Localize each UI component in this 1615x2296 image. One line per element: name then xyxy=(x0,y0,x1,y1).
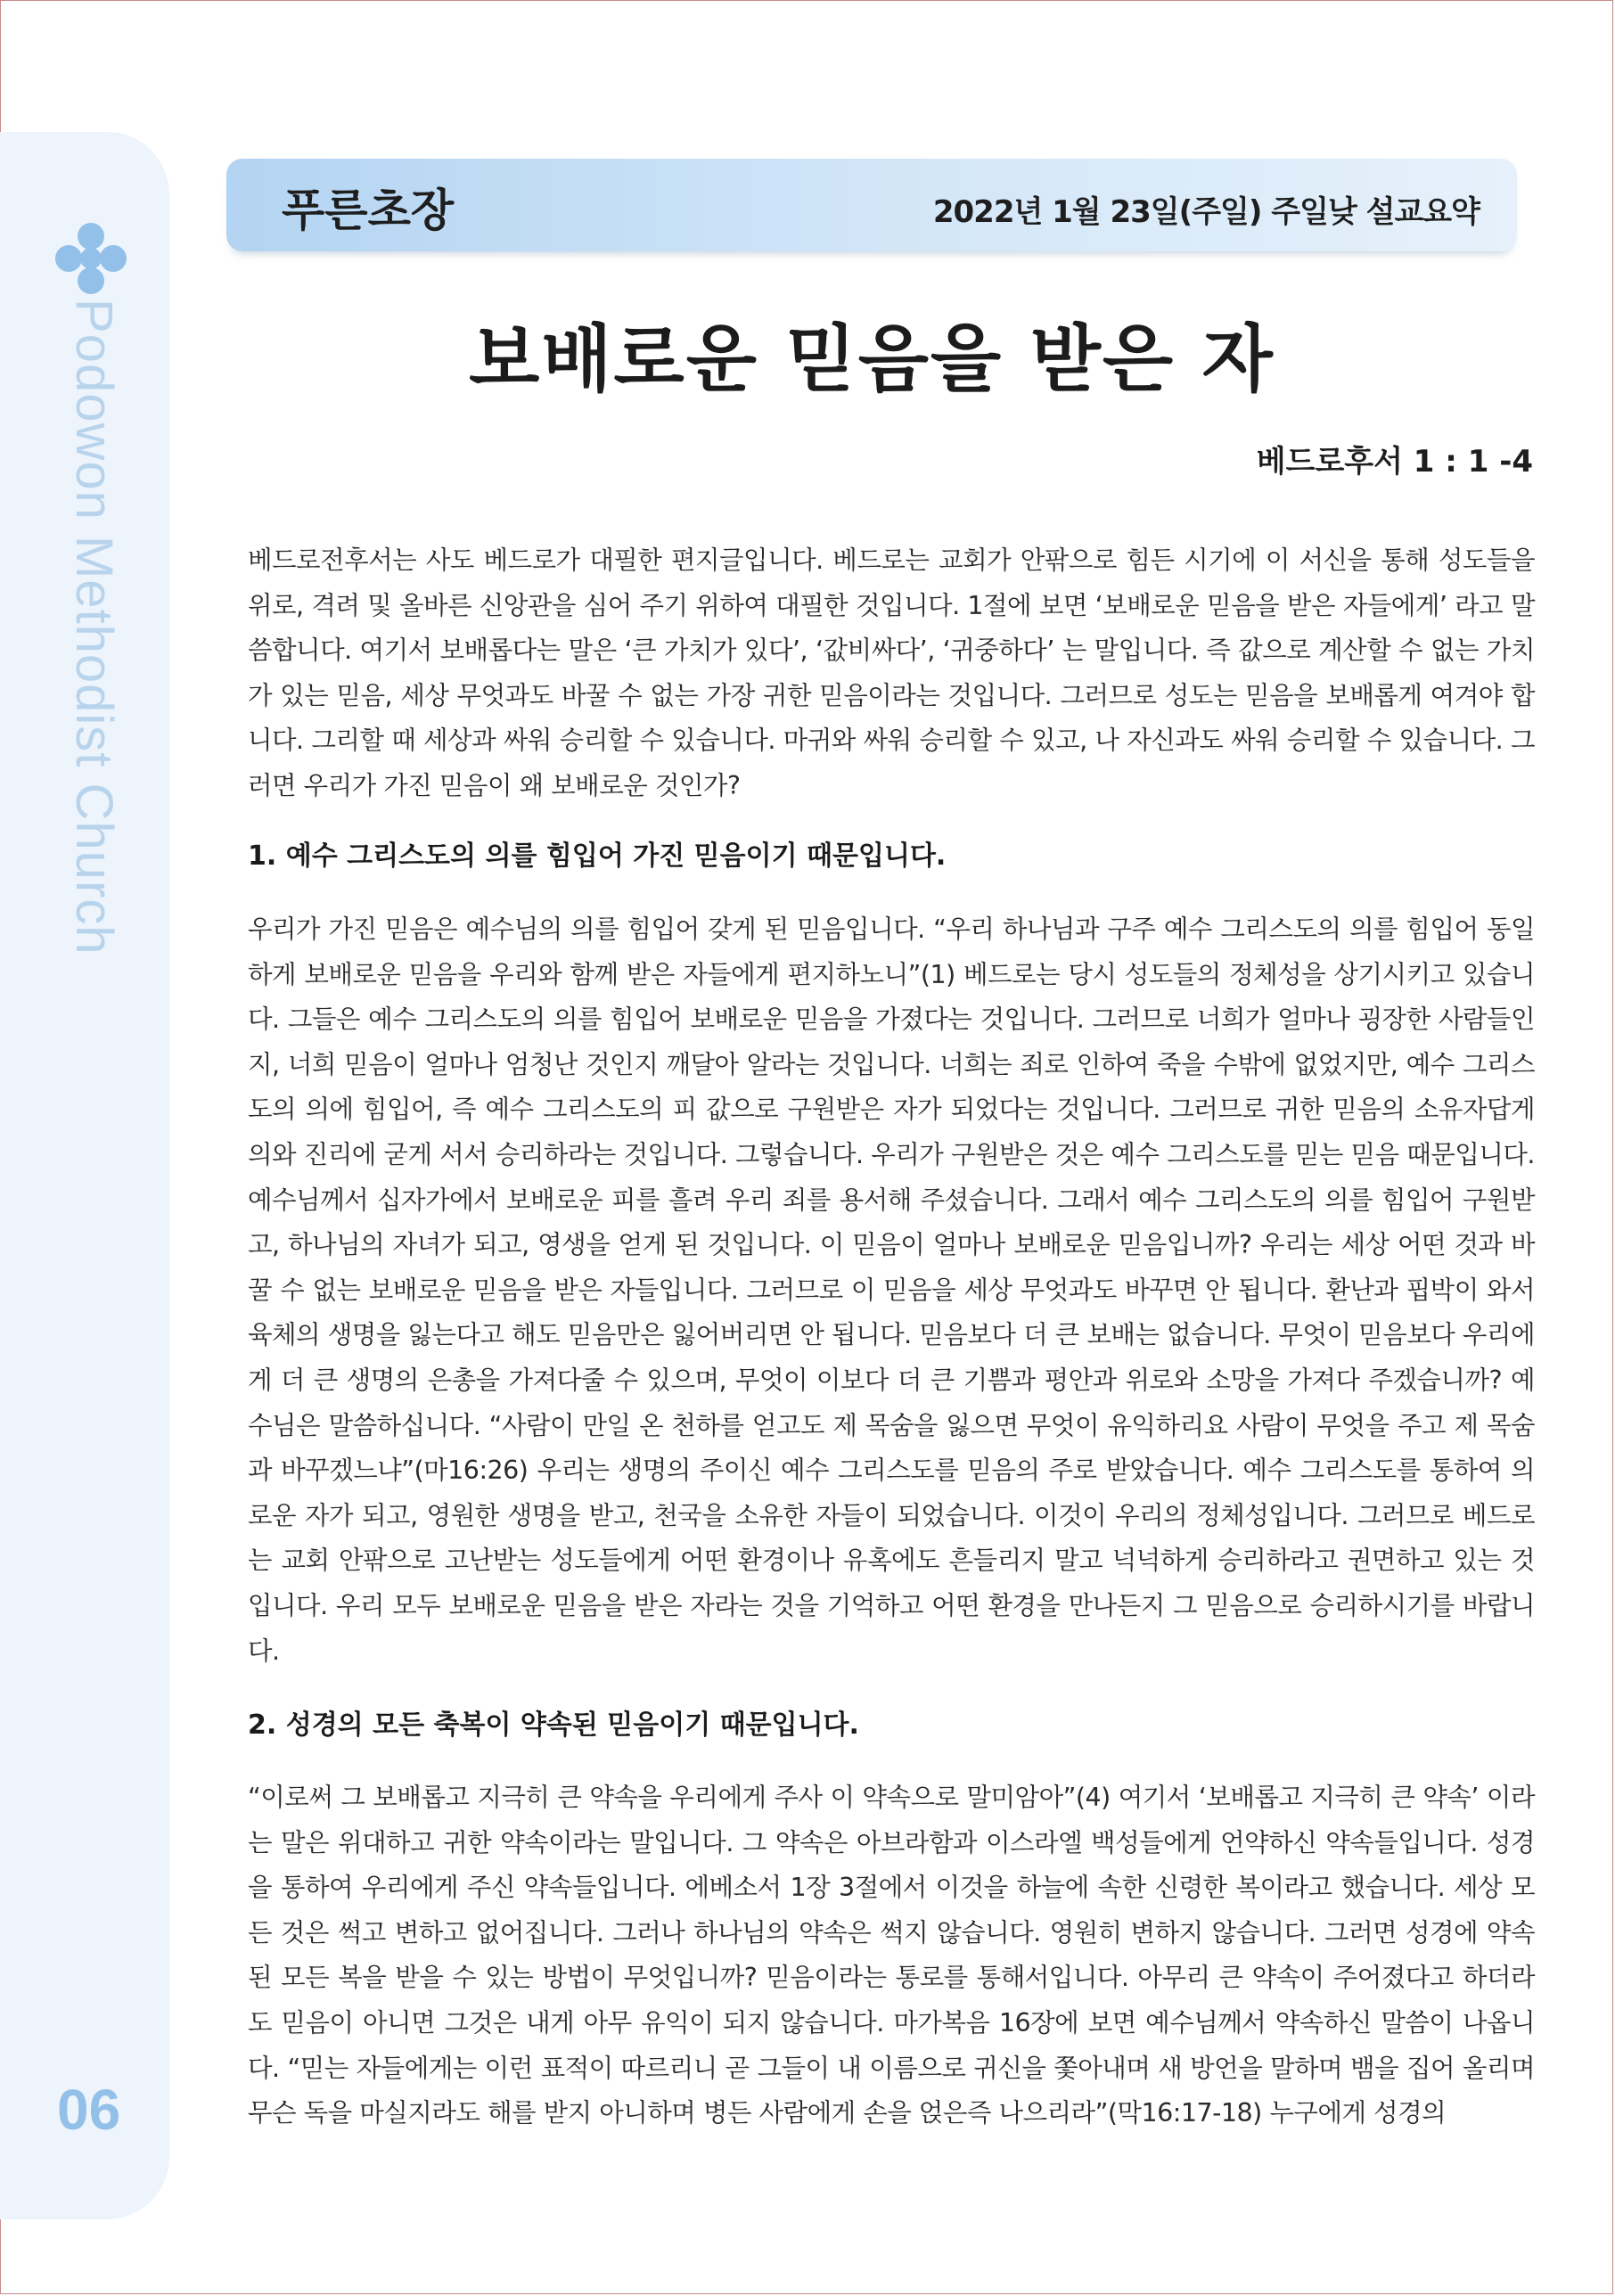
section-1-heading: 1. 예수 그리스도의 의를 힘입어 가진 믿음이기 때문입니다. xyxy=(248,840,947,872)
section-2-heading: 2. 성경의 모든 축복이 약속된 믿음이기 때문입니다. xyxy=(248,1710,859,1741)
sermon-date: 2022년 1월 23일(주일) 주일낮 설교요약 xyxy=(932,194,1480,230)
scripture-reference: 베드로후서 1 : 1 -4 xyxy=(1256,444,1533,480)
intro-paragraph: 베드로전후서는 사도 베드로가 대필한 편지글입니다. 베드로는 교회가 안팎으로 힘든 시기에 이 서신을 통해 성도들을 위로, 격려 및 올바른 신앙관을 심어 주기 위하여 대필한 것입니다. 1절에 보면 ‘보배로운 믿음을 받은 자들에게’ 라고 말씀합니다. 여기서 보배롭다는 말은 ‘큰 가치가 있다’, ‘값비싸다’, ‘귀중하다’ 는 말입니다. 즉 값으로 계산할 수 없는 가치가 있는 믿음, 세상 무엇과도 바꿀 수 없는 가장 귀한 믿음이라는 것입니다. 그러므로 성도는 믿음을 보배롭게 여겨야 합니다. 그리할 때 세상과 싸워 승리할 수 있습니다. 마귀와 싸워 승리할 수 있고, 나 자신과도 싸워 승리할 수 있습니다. 그러면 우리가 가진 믿음이 왜 보배로운 것인가? xyxy=(248,545,1535,800)
section-1-paragraph: 우리가 가진 믿음은 예수님의 의를 힘입어 갖게 된 믿음입니다. “우리 하나님과 구주 예수 그리스도의 의를 힘입어 동일하게 보배로운 믿음을 우리와 함께 받은 자들에게 편지하노니”(1) 베드로는 당시 성도들의 정체성을 상기시키고 있습니다. 그들은 예수 그리스도의 의를 힘입어 보배로운 믿음을 가졌다는 것입니다. 그러므로 너희가 얼마나 굉장한 사람들인지, 너희 믿음이 얼마나 엄청난 것인지 깨달아 알라는 것입니다. 너희는 죄로 인하여 죽을 수밖에 없었지만, 예수 그리스도의 의에 힘입어, 즉 예수 그리스도의 피 값으로 구원받은 자가 되었다는 것입니다. 그러므로 귀한 믿음의 소유자답게 의와 진리에 굳게 서서 승리하라는 것입니다. 그렇습니다. 우리가 구원받은 것은 예수 그리스도를 믿는 믿음 때문입니다. 예수님께서 십자가에서 보배로운 피를 흘려 우리 죄를 용서해 주셨습니다. 그래서 예수 그리스도의 의를 힘입어 구원받고, 하나님의 자녀가 되고, 영생을 얻게 된 것입니다. 이 믿음이 얼마나 보배로운 믿음입니까? 우리는 세상 어떤 것과 바꿀 수 없는 보배로운 믿음을 받은 자들입니다. 그러므로 이 믿음을 세상 무엇과도 바꾸면 안 됩니다. 환난과 핍박이 와서 육체의 생명을 잃는다고 해도 믿음만은 잃어버리면 안 됩니다. 믿음보다 더 큰 보배는 없습니다. 무엇이 믿음보다 우리에게 더 큰 생명의 은총을 가져다줄 수 있으며, 무엇이 이보다 더 큰 기쁨과 평안과 위로와 소망을 가져다 주겠습니까? 예수님은 말씀하십니다. “사람이 만일 온 천하를 얻고도 제 목숨을 잃으면 무엇이 유익하리요 사람이 무엇을 주고 제 목숨과 바꾸겠느냐”(마16:26) 우리는 생명의 주이신 예수 그리스도를 믿음의 주로 받았습니다. 예수 그리스도를 통하여 의로운 자가 되고, 영원한 생명을 받고, 천국을 소유한 자들이 되었습니다. 이것이 우리의 정체성입니다. 그러므로 베드로는 교회 안팎으로 고난받는 성도들에게 어떤 환경이나 유혹에도 흔들리지 말고 넉넉하게 승리하라고 권면하고 있는 것입니다. 우리 모두 보배로운 믿음을 받은 자라는 것을 기억하고 어떤 환경을 만나든지 그 믿음으로 승리하시기를 바랍니다. xyxy=(248,914,1535,1666)
section-label: 푸른초장 xyxy=(282,184,455,236)
section-2-paragraph: “이로써 그 보배롭고 지극히 큰 약속을 우리에게 주사 이 약속으로 말미암아”(4) 여기서 ‘보배롭고 지극히 큰 약속’ 이라는 말은 위대하고 귀한 약속이라는 말입니다. 그 약속은 아브라함과 이스라엘 백성들에게 언약하신 약속들입니다. 성경을 통하여 우리에게 주신 약속들입니다. 에베소서 1장 3절에서 이것을 하늘에 속한 신령한 복이라고 했습니다. 세상 모든 것은 썩고 변하고 없어집니다. 그러나 하나님의 약속은 썩지 않습니다. 영원히 변하지 않습니다. 그러면 성경에 약속된 모든 복을 받을 수 있는 방법이 무엇입니까? 믿음이라는 통로를 통해서입니다. 아무리 큰 약속이 주어졌다고 하더라도 믿음이 아니면 그것은 내게 아무 유익이 되지 않습니다. 마가복음 16장에 보면 예수님께서 약속하신 말씀이 나옵니다. “믿는 자들에게는 이런 표적이 따르리니 곧 그들이 내 이름으로 귀신을 쫓아내며 새 방언을 말하며 뱀을 집어 올리며 무슨 독을 마실지라도 해를 받지 아니하며 병든 사람에게 손을 얹은즉 나으리라”(막16:17-18) 누구에게 성경의 xyxy=(248,1783,1535,2128)
church-name-vertical: Podowon Methodist Church xyxy=(65,299,123,955)
clover-cross-icon xyxy=(55,223,127,294)
page-number: 06 xyxy=(57,2078,121,2142)
sermon-title: 보배로운 믿음을 받은 자 xyxy=(469,316,1275,402)
header-bar xyxy=(226,159,1517,251)
